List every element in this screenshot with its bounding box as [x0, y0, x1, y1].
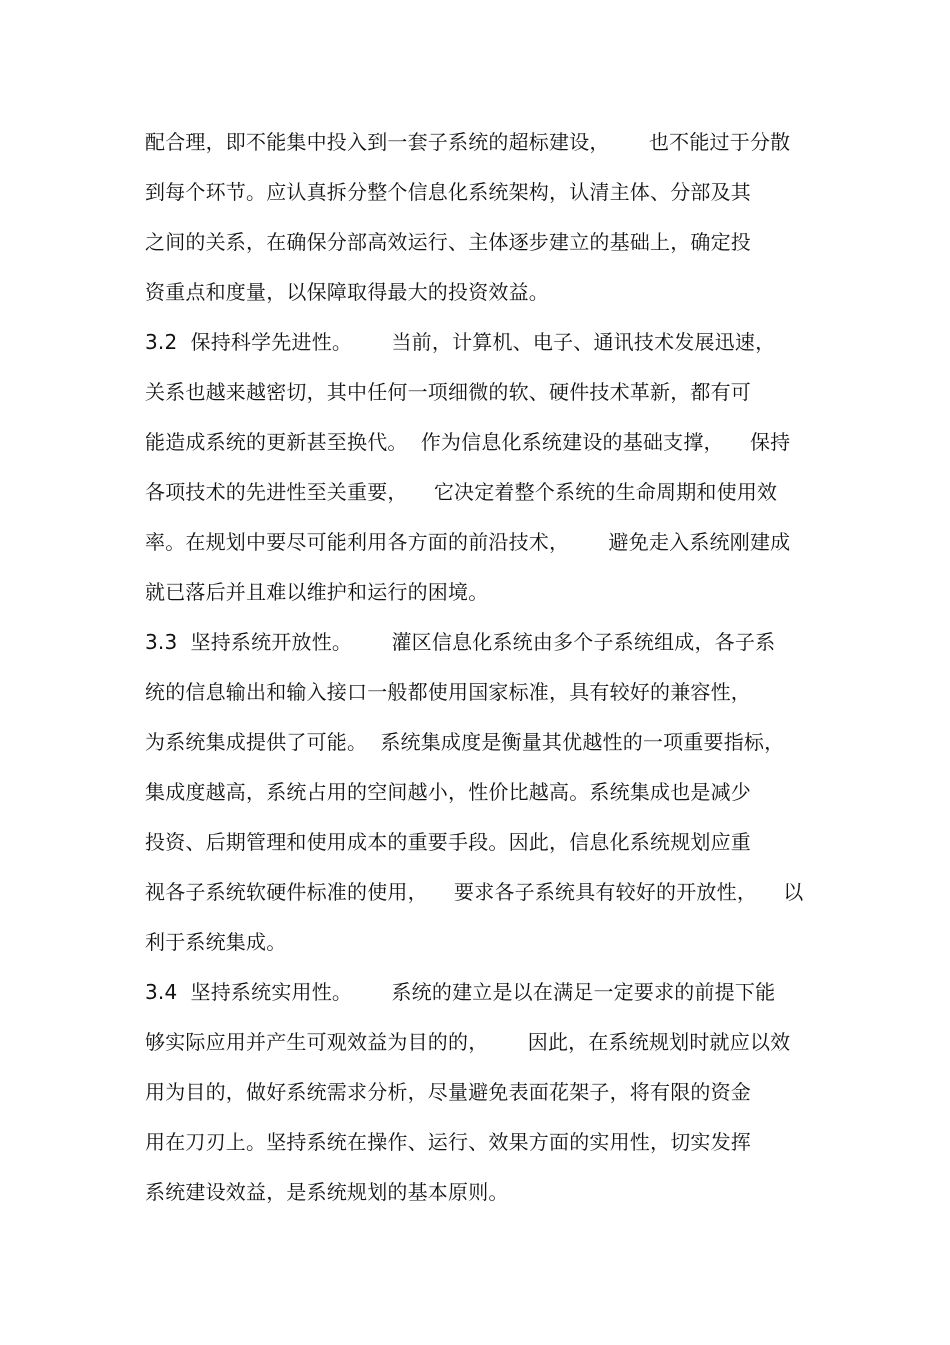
- text-line: 到每个环节。应认真拆分整个信息化系统架构，认清主体、分部及其: [145, 180, 751, 204]
- text-line: 配合理，即不能集中投入到一套子系统的超标建设， 也不能过于分散: [145, 130, 791, 154]
- text-line: 够实际应用并产生可观效益为目的的， 因此，在系统规划时就应以效: [145, 1030, 791, 1054]
- text-line: 就已落后并且难以维护和运行的困境。: [145, 580, 489, 604]
- text-line: 各项技术的先进性至关重要， 它决定着整个系统的生命周期和使用效: [145, 480, 778, 504]
- text-line: 统的信息输出和输入接口一般都使用国家标准，具有较好的兼容性，: [145, 680, 751, 704]
- text-line: 之间的关系，在确保分部高效运行、主体逐步建立的基础上，确定投: [145, 230, 751, 254]
- section-heading-line: 3.3 坚持系统开放性。 灌区信息化系统由多个子系统组成，各子系: [145, 630, 776, 654]
- text-line: 投资、后期管理和使用成本的重要手段。因此，信息化系统规划应重: [145, 830, 751, 854]
- text-line: 视各子系统软硬件标准的使用， 要求各子系统具有较好的开放性， 以: [145, 880, 804, 904]
- text-line: 用在刀刃上。坚持系统在操作、运行、效果方面的实用性，切实发挥: [145, 1130, 751, 1154]
- text-line: 用为目的，做好系统需求分析，尽量避免表面花架子，将有限的资金: [145, 1080, 751, 1104]
- section-heading-line: 3.2 保持科学先进性。 当前，计算机、电子、通讯技术发展迅速，: [145, 330, 776, 354]
- text-line: 系统建设效益，是系统规划的基本原则。: [145, 1180, 509, 1204]
- text-line: 率。在规划中要尽可能利用各方面的前沿技术， 避免走入系统刚建成: [145, 530, 791, 554]
- section-heading-line: 3.4 坚持系统实用性。 系统的建立是以在满足一定要求的前提下能: [145, 980, 776, 1004]
- text-line: 能造成系统的更新甚至换代。 作为信息化系统建设的基础支撑， 保持: [145, 430, 791, 454]
- text-line: 利于系统集成。: [145, 930, 287, 954]
- text-line: 集成度越高，系统占用的空间越小，性价比越高。系统集成也是减少: [145, 780, 751, 804]
- text-line: 关系也越来越密切，其中任何一项细微的软、硬件技术革新，都有可: [145, 380, 751, 404]
- text-line: 为系统集成提供了可能。 系统集成度是衡量其优越性的一项重要指标，: [145, 730, 785, 754]
- text-line: 资重点和度量，以保障取得最大的投资效益。: [145, 280, 549, 304]
